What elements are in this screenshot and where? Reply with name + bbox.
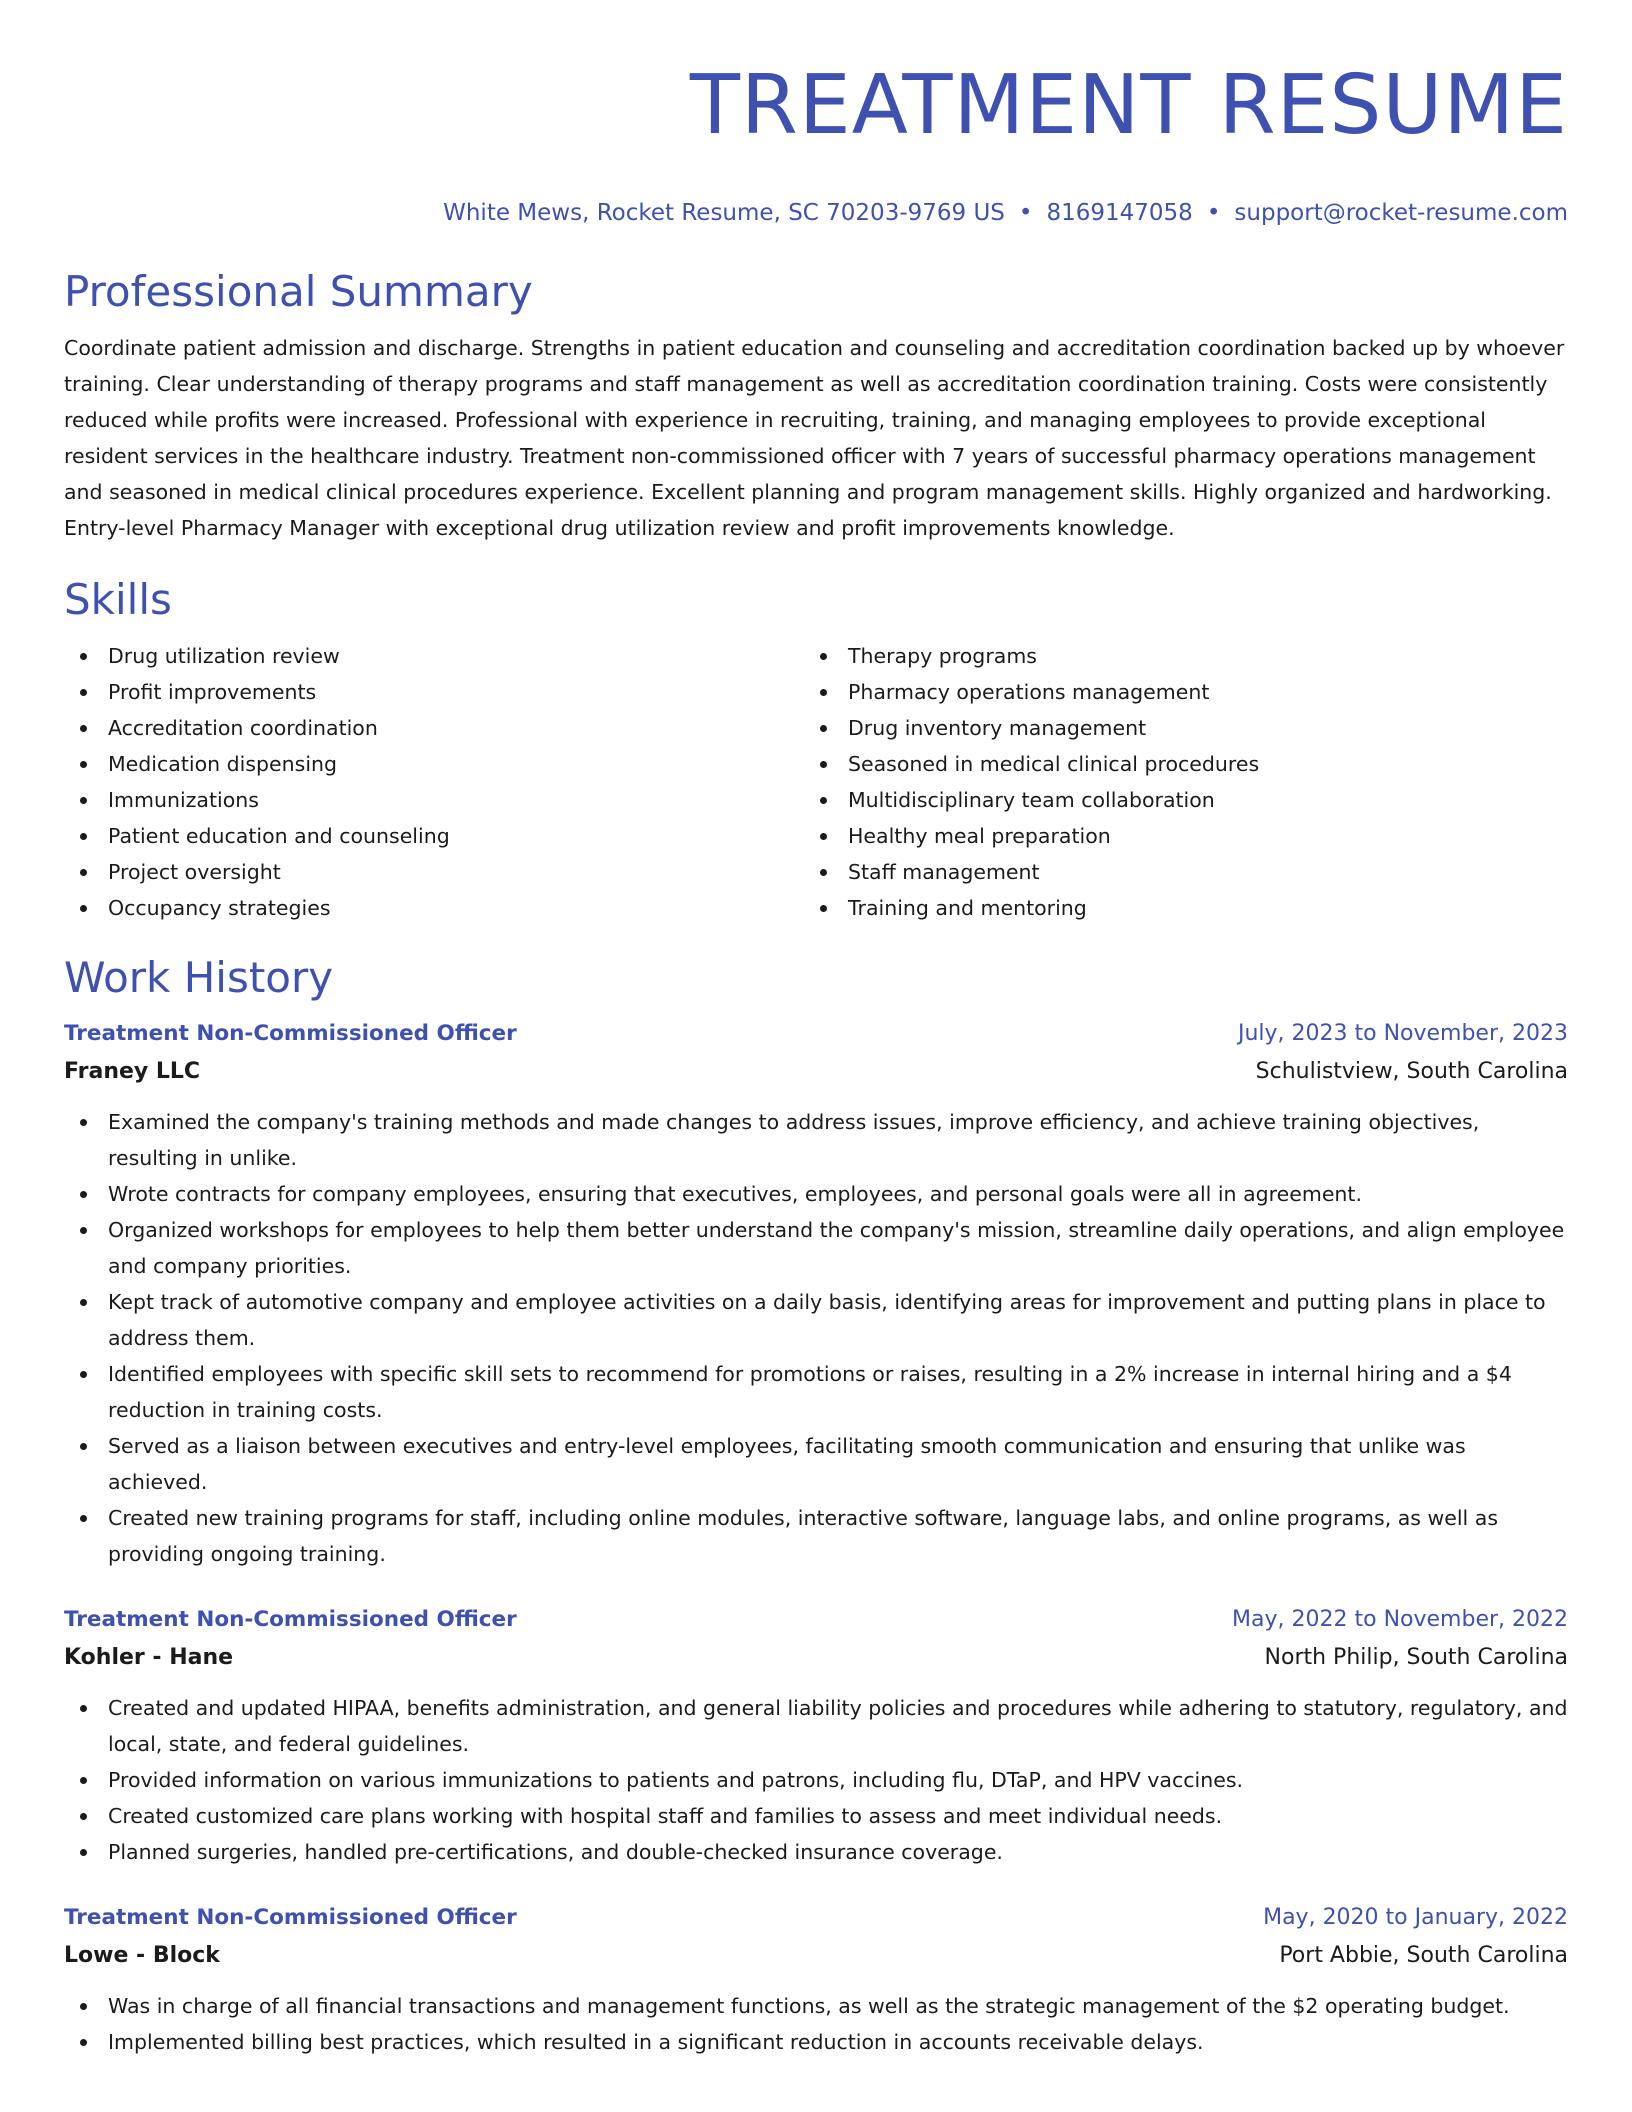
duty-item: Served as a liaison between executives and entry-level employees, facilitating smooth communication and ensuring that unlike was achieved.	[64, 1428, 1568, 1500]
duty-item: Created new training programs for staff, including online modules, interactive software, language labs, and online programs, as well as providing ongoing training.	[64, 1500, 1568, 1572]
job-duties	[64, 1690, 1568, 1870]
resume-title: TREATMENT RESUME	[689, 58, 1568, 153]
skill-item: Multidisciplinary team collaboration	[804, 782, 1544, 818]
skill-item: Pharmacy operations management	[804, 674, 1544, 710]
job-location: Schulistview, South Carolina	[1255, 1059, 1568, 1084]
skill-item: Medication dispensing	[64, 746, 804, 782]
job-duties	[64, 1104, 1568, 1572]
job-company: Franey LLC	[64, 1059, 201, 1084]
contact-separator: •	[1206, 200, 1221, 226]
skill-item: Immunizations	[64, 782, 804, 818]
job-title: Treatment Non-Commissioned Officer	[64, 1607, 517, 1632]
job-company-row	[64, 1052, 1568, 1092]
skills-heading: Skills	[64, 575, 172, 624]
duty-item: Examined the company's training methods and made changes to address issues, improve efficiency, and achieve training objectives, resulting in unlike.	[64, 1104, 1568, 1176]
contact-email[interactable]: support@rocket-resume.com	[1234, 200, 1568, 226]
job-title: Treatment Non-Commissioned Officer	[64, 1021, 517, 1046]
job-location: North Philip, South Carolina	[1264, 1645, 1568, 1670]
contact-address: White Mews, Rocket Resume, SC 70203-9769 US	[443, 200, 1005, 226]
job-entry	[64, 1900, 1568, 2060]
duty-item: Wrote contracts for company employees, ensuring that executives, employees, and personal goals were all in agreement.	[64, 1176, 1568, 1212]
skill-item: Drug inventory management	[804, 710, 1544, 746]
work-history-heading: Work History	[64, 953, 334, 1002]
job-company-row	[64, 1936, 1568, 1976]
duty-item: Planned surgeries, handled pre-certifications, and double-checked insurance coverage.	[64, 1834, 1568, 1870]
duty-item: Organized workshops for employees to help them better understand the company's mission, streamline daily operations, and align employee and company priorities.	[64, 1212, 1568, 1284]
skill-item: Patient education and counseling	[64, 818, 804, 854]
duty-item: Created customized care plans working with hospital staff and families to assess and meet individual needs.	[64, 1798, 1568, 1834]
skills-grid	[64, 638, 1568, 926]
job-header-row	[64, 1602, 1568, 1638]
skills-column-left	[64, 638, 804, 926]
job-company: Kohler - Hane	[64, 1645, 234, 1670]
skill-item: Accreditation coordination	[64, 710, 804, 746]
contact-line	[64, 198, 1568, 228]
job-dates: July, 2023 to November, 2023	[1237, 1021, 1568, 1046]
job-dates: May, 2020 to January, 2022	[1263, 1905, 1568, 1930]
job-company-row	[64, 1638, 1568, 1678]
skill-item: Training and mentoring	[804, 890, 1544, 926]
summary-heading: Professional Summary	[64, 267, 533, 316]
job-header-row	[64, 1016, 1568, 1052]
skill-item: Profit improvements	[64, 674, 804, 710]
duty-item: Identified employees with specific skill sets to recommend for promotions or raises, resulting in a 2% increase in internal hiring and a $4 reduction in training costs.	[64, 1356, 1568, 1428]
job-entry	[64, 1602, 1568, 1870]
job-duties	[64, 1988, 1568, 2060]
skill-item: Therapy programs	[804, 638, 1544, 674]
duty-item: Was in charge of all financial transactions and management functions, as well as the strategic management of the $2 operating budget.	[64, 1988, 1568, 2024]
job-title: Treatment Non-Commissioned Officer	[64, 1905, 517, 1930]
skill-item: Project oversight	[64, 854, 804, 890]
job-company: Lowe - Block	[64, 1943, 220, 1968]
skill-item: Occupancy strategies	[64, 890, 804, 926]
contact-separator: •	[1018, 200, 1033, 226]
job-location: Port Abbie, South Carolina	[1279, 1943, 1568, 1968]
duty-item: Implemented billing best practices, which resulted in a significant reduction in accounts receivable delays.	[64, 2024, 1568, 2060]
summary-text: Coordinate patient admission and discharge. Strengths in patient education and counseling and accreditation coordination backed up by whoever training. Clear understanding of therapy programs and staff management as well as accreditation coordination training. Costs were consistently reduced while profits were increased. Professional with experience in recruiting, training, and managing employees to provide exceptional resident services in the healthcare industry. Treatment non-commissioned officer with 7 years of successful pharmacy operations management and seasoned in medical clinical procedures experience. Excellent planning and program management skills. Highly organized and hardworking. Entry-level Pharmacy Manager with exceptional drug utilization review and profit improvements knowledge.	[64, 336, 1565, 540]
skill-item: Seasoned in medical clinical procedures	[804, 746, 1544, 782]
job-header-row	[64, 1900, 1568, 1936]
skill-item: Healthy meal preparation	[804, 818, 1544, 854]
job-dates: May, 2022 to November, 2022	[1232, 1607, 1568, 1632]
skills-column-right	[804, 638, 1544, 926]
duty-item: Provided information on various immunizations to patients and patrons, including flu, DTaP, and HPV vaccines.	[64, 1762, 1568, 1798]
skill-item: Staff management	[804, 854, 1544, 890]
skill-item: Drug utilization review	[64, 638, 804, 674]
duty-item: Kept track of automotive company and employee activities on a daily basis, identifying areas for improvement and putting plans in place to address them.	[64, 1284, 1568, 1356]
contact-phone: 8169147058	[1046, 200, 1193, 226]
job-entry	[64, 1016, 1568, 1572]
duty-item: Created and updated HIPAA, benefits administration, and general liability policies and procedures while adhering to statutory, regulatory, and local, state, and federal guidelines.	[64, 1690, 1568, 1762]
